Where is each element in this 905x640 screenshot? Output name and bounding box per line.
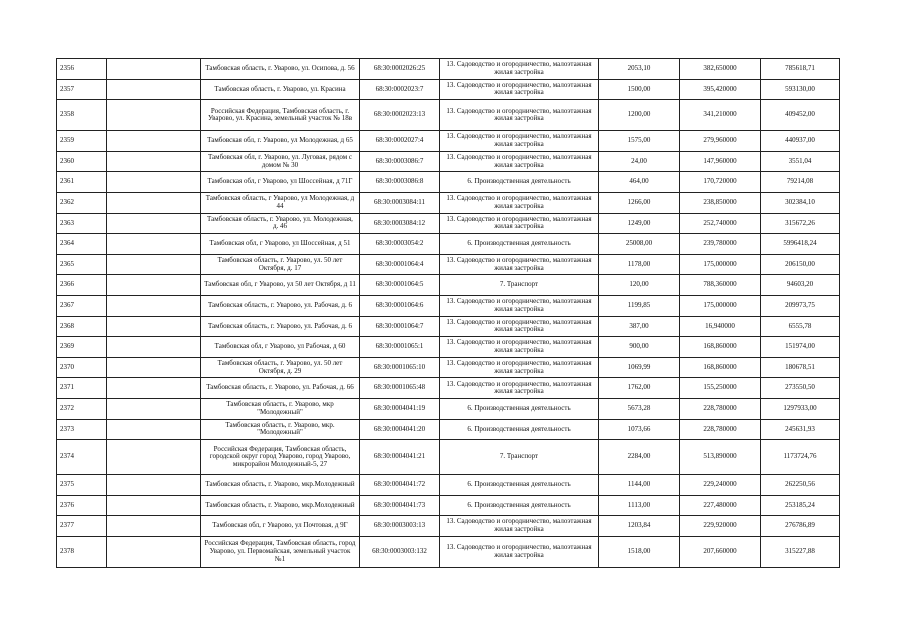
cadastral-value-cell: 79214,08: [761, 172, 840, 193]
address-cell: Тамбовская область, г. Уварово, ул. Молодежная, д. 46: [201, 213, 360, 234]
area-cell: 1249,00: [599, 213, 680, 234]
cadastral-number-cell: 68:30:0001064:7: [360, 316, 440, 337]
cadastral-number-cell: 68:30:0002023:7: [360, 79, 440, 100]
empty-cell: [107, 275, 201, 296]
row-number: 2378: [57, 536, 107, 567]
land-use-cell: 13. Садоводство и огородничество, малоэтажная жилая застройка: [440, 337, 599, 358]
area-cell: 2284,00: [599, 440, 680, 475]
row-number: 2363: [57, 213, 107, 234]
cadastral-value-cell: 1297933,00: [761, 398, 840, 419]
table-row: [57, 275, 840, 296]
table-row: [57, 316, 840, 337]
rate-cell: 147,960000: [680, 151, 761, 172]
area-cell: 1069,99: [599, 357, 680, 378]
rate-cell: 229,920000: [680, 516, 761, 537]
cadastral-number-cell: 68:30:0002027:4: [360, 131, 440, 152]
address-cell: Российская Федерация, Тамбовская область, г. Уварово, ул. Красина, земельный участок № 18в: [201, 100, 360, 131]
cadastral-number-cell: 68:30:0003054:2: [360, 234, 440, 255]
row-number: 2358: [57, 100, 107, 131]
empty-cell: [107, 213, 201, 234]
cadastral-value-cell: 315672,26: [761, 213, 840, 234]
row-number: 2360: [57, 151, 107, 172]
rate-cell: 207,660000: [680, 536, 761, 567]
row-number: 2365: [57, 254, 107, 275]
land-use-cell: 13. Садоводство и огородничество, малоэтажная жилая застройка: [440, 357, 599, 378]
table-row: [57, 79, 840, 100]
address-cell: Российская Федерация, Тамбовская область, город Уварово, ул. Первомайская, земельный участок №1: [201, 536, 360, 567]
cadastral-number-cell: 68:30:0004041:73: [360, 495, 440, 516]
row-number: 2361: [57, 172, 107, 193]
row-number: 2356: [57, 59, 107, 80]
cadastral-number-cell: 68:30:0003084:12: [360, 213, 440, 234]
address-cell: Тамбовская область, г. Уварово, ул. 50 лет Октября, д. 29: [201, 357, 360, 378]
cadastral-number-cell: 68:30:0003003:13: [360, 516, 440, 537]
address-cell: Тамбовская область, г. Уварово, ул. Осипова, д. 56: [201, 59, 360, 80]
empty-cell: [107, 440, 201, 475]
land-use-cell: 13. Садоводство и огородничество, малоэтажная жилая застройка: [440, 59, 599, 80]
empty-cell: [107, 316, 201, 337]
cadastral-value-cell: 209973,75: [761, 295, 840, 316]
address-cell: Тамбовская область, г. Уварово, мкр. "Молодежный": [201, 419, 360, 440]
cadastral-number-cell: 68:30:0001064:5: [360, 275, 440, 296]
cadastral-number-cell: 68:30:0003003:132: [360, 536, 440, 567]
area-cell: 1266,00: [599, 192, 680, 213]
empty-cell: [107, 419, 201, 440]
row-number: 2362: [57, 192, 107, 213]
land-use-cell: 6. Производственная деятельность: [440, 495, 599, 516]
table-row: [57, 213, 840, 234]
table-row: [57, 254, 840, 275]
rate-cell: 168,860000: [680, 357, 761, 378]
rate-cell: 175,000000: [680, 254, 761, 275]
table-body: [57, 59, 840, 568]
rate-cell: 238,850000: [680, 192, 761, 213]
row-number: 2377: [57, 516, 107, 537]
cadastral-number-cell: 68:30:0003086:8: [360, 172, 440, 193]
table-row: [57, 536, 840, 567]
table-row: [57, 172, 840, 193]
table-row: [57, 337, 840, 358]
address-cell: Тамбовская обл, г Уварово, ул Шоссейная, д 71Г: [201, 172, 360, 193]
row-number: 2367: [57, 295, 107, 316]
row-number: 2370: [57, 357, 107, 378]
table-row: [57, 378, 840, 399]
address-cell: Тамбовская обл, г Уварово, ул 50 лет Октября, д 11: [201, 275, 360, 296]
cadastral-value-cell: 785618,71: [761, 59, 840, 80]
cadastral-number-cell: 68:30:0003084:11: [360, 192, 440, 213]
empty-cell: [107, 357, 201, 378]
table-row: [57, 192, 840, 213]
empty-cell: [107, 234, 201, 255]
address-cell: Российская Федерация, Тамбовская область, городской округ город Уварово, город Уварово, микрорайон Молодежный-5, 27: [201, 440, 360, 475]
empty-cell: [107, 495, 201, 516]
cadastral-value-cell: 5996418,24: [761, 234, 840, 255]
empty-cell: [107, 172, 201, 193]
land-use-cell: 13. Садоводство и огородничество, малоэтажная жилая застройка: [440, 378, 599, 399]
land-use-cell: 13. Садоводство и огородничество, малоэтажная жилая застройка: [440, 151, 599, 172]
rate-cell: 229,240000: [680, 475, 761, 496]
rate-cell: 239,780000: [680, 234, 761, 255]
empty-cell: [107, 378, 201, 399]
land-use-cell: 13. Садоводство и огородничество, малоэтажная жилая застройка: [440, 213, 599, 234]
address-cell: Тамбовская область, г. Уварово, ул. 50 лет Октября, д. 17: [201, 254, 360, 275]
area-cell: 24,00: [599, 151, 680, 172]
row-number: 2376: [57, 495, 107, 516]
area-cell: 1199,85: [599, 295, 680, 316]
area-cell: 387,00: [599, 316, 680, 337]
land-use-cell: 13. Садоводство и огородничество, малоэтажная жилая застройка: [440, 295, 599, 316]
rate-cell: 170,720000: [680, 172, 761, 193]
table-row: [57, 234, 840, 255]
rate-cell: 175,000000: [680, 295, 761, 316]
area-cell: 1500,00: [599, 79, 680, 100]
rate-cell: 252,740000: [680, 213, 761, 234]
cadastral-value-cell: 245631,93: [761, 419, 840, 440]
cadastral-number-cell: 68:30:0001065:48: [360, 378, 440, 399]
empty-cell: [107, 100, 201, 131]
address-cell: Тамбовская область, г. Уварово, мкр.Молодежный: [201, 495, 360, 516]
cadastral-number-cell: 68:30:0002026:25: [360, 59, 440, 80]
cadastral-value-cell: 273550,50: [761, 378, 840, 399]
empty-cell: [107, 475, 201, 496]
table-row: [57, 475, 840, 496]
address-cell: Тамбовская область, г. Уварово, мкр.Молодежный: [201, 475, 360, 496]
address-cell: Тамбовская обл, г. Уварово, ул Молодежная, д 65: [201, 131, 360, 152]
empty-cell: [107, 398, 201, 419]
area-cell: 1144,00: [599, 475, 680, 496]
cadastral-value-cell: 409452,00: [761, 100, 840, 131]
area-cell: 464,00: [599, 172, 680, 193]
cadastral-number-cell: 68:30:0004041:20: [360, 419, 440, 440]
rate-cell: 788,360000: [680, 275, 761, 296]
row-number: 2359: [57, 131, 107, 152]
address-cell: Тамбовская обл, г Уварово, ул Рабочая, д 60: [201, 337, 360, 358]
area-cell: 1073,66: [599, 419, 680, 440]
land-use-cell: 13. Садоводство и огородничество, малоэтажная жилая застройка: [440, 79, 599, 100]
address-cell: Тамбовская область, г Уварово, ул Молодежная, д 44: [201, 192, 360, 213]
address-cell: Тамбовская область, г. Уварово, мкр "Молодежный": [201, 398, 360, 419]
area-cell: 1113,00: [599, 495, 680, 516]
cadastral-value-cell: 276786,89: [761, 516, 840, 537]
area-cell: 1200,00: [599, 100, 680, 131]
address-cell: Тамбовская обл, г. Уварово, ул. Луговая, рядом с домом № 30: [201, 151, 360, 172]
rate-cell: 16,940000: [680, 316, 761, 337]
cadastral-value-cell: 206150,00: [761, 254, 840, 275]
cadastral-value-cell: 440937,00: [761, 131, 840, 152]
land-use-cell: 13. Садоводство и огородничество, малоэтажная жилая застройка: [440, 316, 599, 337]
row-number: 2374: [57, 440, 107, 475]
table-row: [57, 151, 840, 172]
cadastral-number-cell: 68:30:0002023:13: [360, 100, 440, 131]
cadastral-value-cell: 94603,20: [761, 275, 840, 296]
rate-cell: 228,780000: [680, 419, 761, 440]
table-row: [57, 398, 840, 419]
cadastral-value-cell: 3551,04: [761, 151, 840, 172]
land-use-cell: 6. Производственная деятельность: [440, 475, 599, 496]
cadastral-value-cell: 151974,00: [761, 337, 840, 358]
empty-cell: [107, 192, 201, 213]
area-cell: 1178,00: [599, 254, 680, 275]
land-use-cell: 13. Садоводство и огородничество, малоэтажная жилая застройка: [440, 254, 599, 275]
row-number: 2371: [57, 378, 107, 399]
empty-cell: [107, 79, 201, 100]
land-use-cell: 6. Производственная деятельность: [440, 398, 599, 419]
cadastral-value-cell: 253185,24: [761, 495, 840, 516]
area-cell: 120,00: [599, 275, 680, 296]
empty-cell: [107, 254, 201, 275]
row-number: 2364: [57, 234, 107, 255]
rate-cell: 168,860000: [680, 337, 761, 358]
empty-cell: [107, 131, 201, 152]
empty-cell: [107, 59, 201, 80]
address-cell: Тамбовская область, г. Уварово, ул. Красина: [201, 79, 360, 100]
area-cell: 5673,28: [599, 398, 680, 419]
land-plots-table: [56, 58, 840, 568]
row-number: 2372: [57, 398, 107, 419]
land-use-cell: 13. Садоводство и огородничество, малоэтажная жилая застройка: [440, 131, 599, 152]
area-cell: 900,00: [599, 337, 680, 358]
land-use-cell: 7. Транспорт: [440, 275, 599, 296]
cadastral-number-cell: 68:30:0004041:19: [360, 398, 440, 419]
area-cell: 1575,00: [599, 131, 680, 152]
row-number: 2373: [57, 419, 107, 440]
rate-cell: 382,650000: [680, 59, 761, 80]
empty-cell: [107, 516, 201, 537]
cadastral-number-cell: 68:30:0001065:10: [360, 357, 440, 378]
table-row: [57, 440, 840, 475]
table-row: [57, 100, 840, 131]
land-use-cell: 13. Садоводство и огородничество, малоэтажная жилая застройка: [440, 516, 599, 537]
address-cell: Тамбовская область, г. Уварово, ул. Рабочая, д. 66: [201, 378, 360, 399]
area-cell: 25008,00: [599, 234, 680, 255]
area-cell: 1203,84: [599, 516, 680, 537]
cadastral-number-cell: 68:30:0001064:6: [360, 295, 440, 316]
area-cell: 1518,00: [599, 536, 680, 567]
cadastral-value-cell: 1173724,76: [761, 440, 840, 475]
cadastral-number-cell: 68:30:0004041:72: [360, 475, 440, 496]
rate-cell: 279,960000: [680, 131, 761, 152]
empty-cell: [107, 337, 201, 358]
cadastral-number-cell: 68:30:0001064:4: [360, 254, 440, 275]
table-row: [57, 357, 840, 378]
land-use-cell: 6. Производственная деятельность: [440, 234, 599, 255]
row-number: 2375: [57, 475, 107, 496]
cadastral-number-cell: 68:30:0004041:21: [360, 440, 440, 475]
table-row: [57, 295, 840, 316]
area-cell: 2053,10: [599, 59, 680, 80]
cadastral-value-cell: 593130,00: [761, 79, 840, 100]
cadastral-number-cell: 68:30:0003086:7: [360, 151, 440, 172]
table-row: [57, 131, 840, 152]
row-number: 2366: [57, 275, 107, 296]
empty-cell: [107, 536, 201, 567]
land-use-cell: 6. Производственная деятельность: [440, 419, 599, 440]
row-number: 2357: [57, 79, 107, 100]
cadastral-value-cell: 302384,10: [761, 192, 840, 213]
empty-cell: [107, 151, 201, 172]
rate-cell: 228,780000: [680, 398, 761, 419]
address-cell: Тамбовская обл, г Уварово, ул Шоссейная, д 51: [201, 234, 360, 255]
address-cell: Тамбовская область, г. Уварово, ул. Рабочая, д. 6: [201, 295, 360, 316]
rate-cell: 341,210000: [680, 100, 761, 131]
land-use-cell: 13. Садоводство и огородничество, малоэтажная жилая застройка: [440, 192, 599, 213]
cadastral-value-cell: 315227,88: [761, 536, 840, 567]
cadastral-value-cell: 262250,56: [761, 475, 840, 496]
land-use-cell: 7. Транспорт: [440, 440, 599, 475]
table-row: [57, 419, 840, 440]
rate-cell: 395,420000: [680, 79, 761, 100]
cadastral-number-cell: 68:30:0001065:1: [360, 337, 440, 358]
land-use-cell: 13. Садоводство и огородничество, малоэтажная жилая застройка: [440, 536, 599, 567]
area-cell: 1762,00: [599, 378, 680, 399]
table-row: [57, 59, 840, 80]
rate-cell: 513,890000: [680, 440, 761, 475]
cadastral-value-cell: 6555,78: [761, 316, 840, 337]
land-use-cell: 6. Производственная деятельность: [440, 172, 599, 193]
table-row: [57, 516, 840, 537]
address-cell: Тамбовская обл, г Уварово, ул Почтовая, д 9Г: [201, 516, 360, 537]
land-use-cell: 13. Садоводство и огородничество, малоэтажная жилая застройка: [440, 100, 599, 131]
cadastral-value-cell: 180678,51: [761, 357, 840, 378]
empty-cell: [107, 295, 201, 316]
row-number: 2368: [57, 316, 107, 337]
table-row: [57, 495, 840, 516]
rate-cell: 227,480000: [680, 495, 761, 516]
row-number: 2369: [57, 337, 107, 358]
rate-cell: 155,250000: [680, 378, 761, 399]
address-cell: Тамбовская область, г. Уварово, ул. Рабочая, д. 6: [201, 316, 360, 337]
